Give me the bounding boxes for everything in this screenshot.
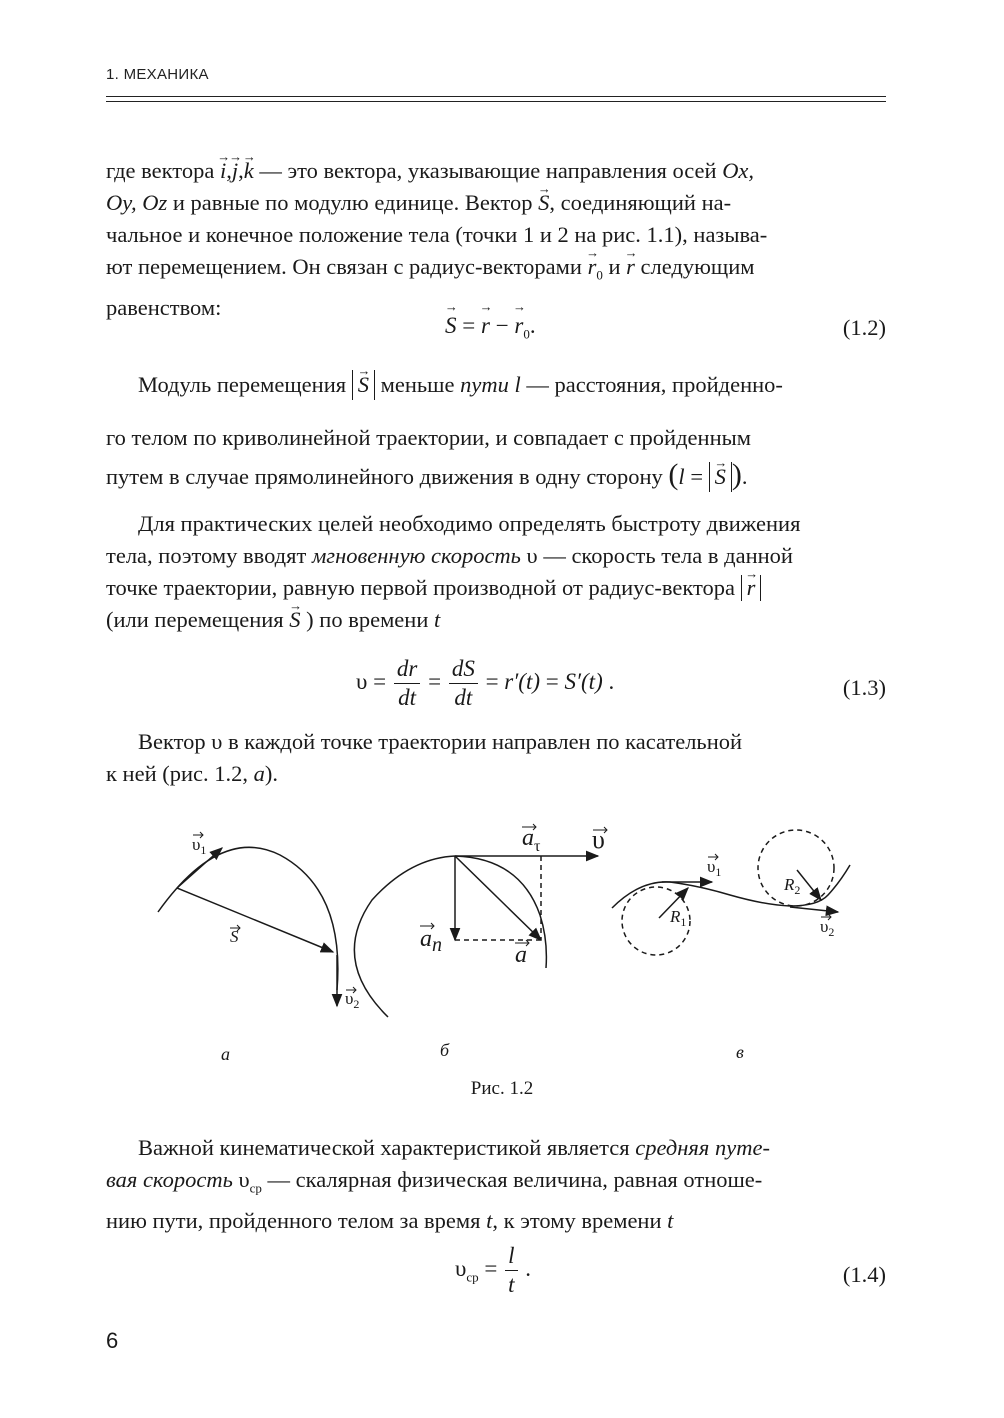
label-v2-a: $\upsilon_2$ (345, 989, 360, 1011)
text-line: вая скорость $\upsilon_{ср}$ — скалярная физическая величина, равная отноше- (106, 1167, 763, 1196)
panel-label-c: в (736, 1042, 744, 1062)
running-header: 1. МЕХАНИКА (106, 66, 209, 83)
displacement-vector-S (177, 888, 333, 952)
label-v-b: υ (592, 825, 605, 854)
label-v2-c: $\upsilon_2$ (820, 917, 835, 939)
label-an: $a_n$ (420, 926, 442, 956)
text-line: где вектора → i,→ j,→ k — это вектора, указывающие направления осей Ox, (106, 155, 886, 187)
vector-r: → r (626, 251, 635, 283)
label-v1-a: $\upsilon_1$ (192, 835, 207, 857)
equation-1-2: → S = → r − → $r_0$. (445, 313, 536, 343)
vector-S: → S (538, 187, 549, 219)
acceleration-vector-a (455, 856, 541, 940)
modulus-S: → S (352, 370, 375, 400)
text-line: равенством: (106, 294, 222, 320)
unit-vector-k: → k (244, 155, 254, 187)
page-number: 6 (106, 1328, 119, 1353)
panel-label-a: а (221, 1044, 230, 1064)
text-line: тела, поэтому вводят мгновенную скорость υ — скорость тела в данной (106, 543, 793, 568)
velocity-vector-v2-c (790, 907, 838, 912)
trajectory-arc-a (158, 847, 338, 990)
unit-vector-j: → j (232, 155, 238, 187)
text-line: чальное и конечное положение тела (точки 1 и 2 на рис. 1.1), называ- (106, 222, 768, 247)
equation-1-4: $\upsilon_{ср}$ = $\frac{l}{t}$ . (455, 1243, 532, 1297)
figure-caption: Рис. 1.2 (470, 1078, 534, 1099)
label-v1-c: $\upsilon_1$ (707, 857, 722, 879)
trajectory-arc-b (354, 856, 546, 1017)
text-line: точке траектории, равную первой производной от радиус-вектора → r (106, 572, 886, 604)
equation-number-1-2: (1.2) (842, 315, 886, 340)
label-S: S (230, 927, 239, 946)
text-line: нию пути, пройденного телом за время t, к этому времени t (106, 1207, 674, 1233)
label-R2: $R_2$ (784, 875, 801, 897)
text-line: Вектор υ в каждой точке траектории направлен по касательной (138, 729, 743, 754)
label-R1: $R_1$ (670, 907, 687, 929)
radius-R2 (797, 870, 821, 900)
label-a-b: a (515, 942, 527, 968)
text-line: к ней (рис. 1.2, a). (106, 761, 279, 786)
text-line: ют перемещением. Он связан с радиус-векторами → $r_0$ и → r следующим (106, 251, 886, 292)
text-line: го телом по криволинейной траектории, и совпадает с пройденным (106, 425, 751, 450)
unit-vector-i: → i (220, 155, 226, 187)
text-line: Oy, Oz и равные по модулю единице. Вектор → S, соединяющий на- (106, 187, 886, 219)
vector-r0: → r (588, 251, 597, 283)
panel-label-b: б (440, 1040, 450, 1060)
equation-number-1-3: (1.3) (842, 675, 886, 700)
label-a-tau: $a_\tau$ (522, 825, 541, 855)
text-line: Важной кинематической характеристикой является средняя путе- (138, 1135, 770, 1160)
paragraph-average-speed (106, 1132, 886, 1237)
text-line: Модуль перемещения → S меньше пути l — расстояния, пройденно- (106, 370, 886, 400)
equation-number-1-4: (1.4) (842, 1262, 886, 1287)
text-line: путем в случае прямолинейного движения в одну сторону (l = → S ). (106, 460, 886, 492)
text-line: Для практических целей необходимо определять быстроту движения (138, 511, 801, 536)
equation-1-3: υ = $\frac{dr}{dt}$ = $\frac{dS}{dt}$ = r′(t) = S′(t) . (356, 656, 615, 710)
text-line: (или перемещения → S ) по времени t (106, 604, 886, 636)
